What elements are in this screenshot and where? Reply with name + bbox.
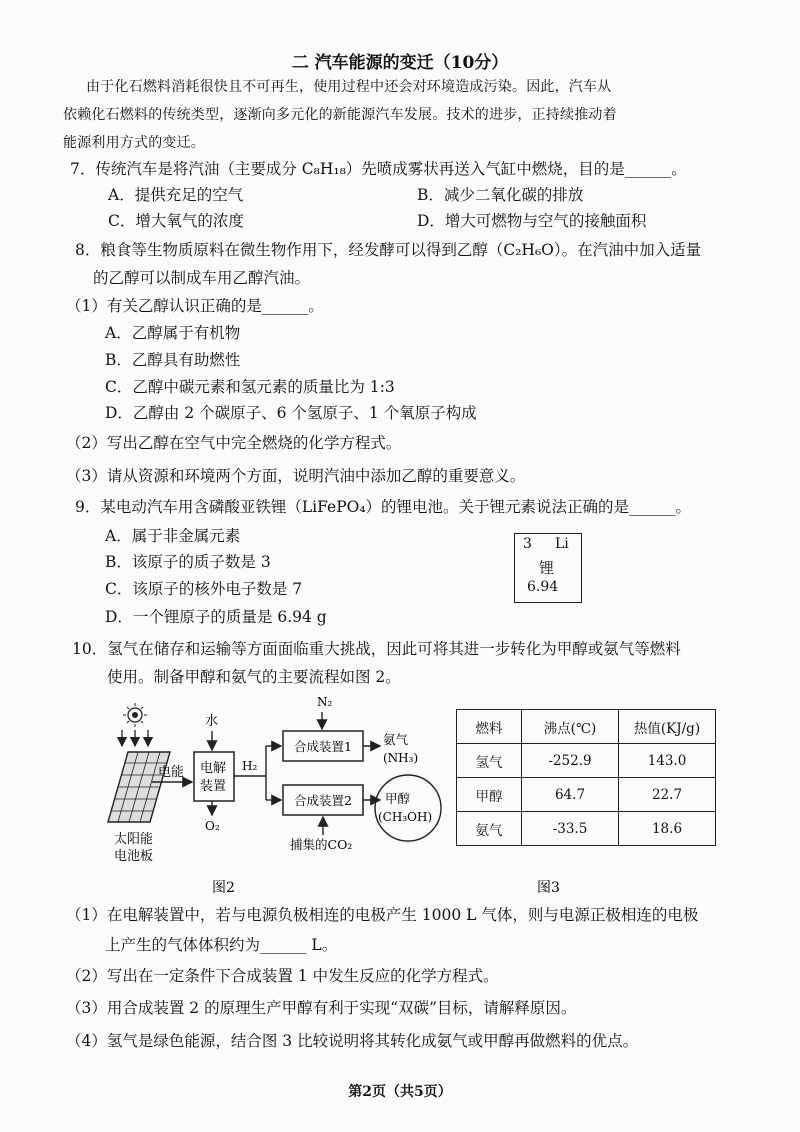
q7-option-b: B．减少二氧化碳的排放	[417, 186, 584, 204]
solar-panel-label-2: 电池板	[114, 849, 154, 864]
intro-line-1: 由于化石燃料消耗很快且不可再生，使用过程中还会对环境造成污染。因此，汽车从	[86, 79, 612, 95]
electrolyzer-label-2: 装置	[200, 779, 227, 794]
table-row	[457, 744, 716, 778]
table-cell: -33.5	[522, 812, 619, 846]
table-row	[457, 812, 716, 846]
q8-p1-option-a: A．乙醇属于有机物	[105, 324, 241, 342]
figure-3-caption: 图3	[537, 880, 560, 896]
table-cell: 143.0	[619, 744, 716, 778]
q9-option-c: C．该原子的核外电子数是 7	[105, 580, 303, 598]
water-label: 水	[205, 714, 219, 729]
q7-option-c: C．增大氧气的浓度	[108, 212, 244, 230]
q8-stem-line-2: 的乙醇可以制成车用乙醇汽油。	[93, 269, 311, 287]
q10-part-2: （2）写出在一定条件下合成装置 1 中发生反应的化学方程式。	[66, 967, 499, 985]
ammonia-label-1: 氨气	[383, 732, 409, 747]
electrolyzer-label-1: 电解	[200, 761, 227, 776]
co2-label: 捕集的CO₂	[290, 837, 353, 852]
q9-option-b: B．该原子的质子数是 3	[105, 553, 271, 571]
q10-part-3: （3）用合成装置 2 的原理生产甲醇有利于实现“双碳”目标，请解释原因。	[66, 999, 577, 1017]
table-cell: 18.6	[619, 812, 716, 846]
oxygen-label: O₂	[205, 819, 220, 833]
q8-part-2: （2）写出乙醇在空气中完全燃烧的化学方程式。	[66, 434, 402, 452]
fuel-properties-table	[456, 709, 716, 846]
solar-panel	[108, 752, 170, 822]
q8-p1-option-c: C．乙醇中碳元素和氢元素的质量比为 1:3	[105, 378, 395, 396]
table-header-cell: 燃料	[457, 710, 522, 744]
q10-part-1-line-1: （1）在电解装置中，若与电源负极相连的电极产生 1000 L 气体，则与电源正极相连的电极	[66, 906, 699, 924]
power-label: 电能	[158, 765, 185, 780]
q10-part-4: （4）氢气是绿色能源，结合图 3 比较说明将其转化成氨气或甲醇再做燃料的优点。	[66, 1032, 639, 1050]
table-header-cell: 热值(KJ/g)	[619, 710, 716, 744]
element-name: 锂	[539, 559, 555, 577]
table-cell: 22.7	[619, 778, 716, 812]
table-row	[457, 778, 716, 812]
table-cell: 64.7	[522, 778, 619, 812]
element-mass: 6.94	[527, 579, 559, 595]
q9-stem: 9．某电动汽车用含磷酸亚铁锂（LiFePO₄）的锂电池。关于锂元素说法正确的是______。	[75, 498, 692, 516]
q9-option-d: D．一个锂原子的质量是 6.94 g	[105, 608, 327, 626]
hydrogen-label: H₂	[242, 759, 258, 773]
q8-stem-line-1: 8．粮食等生物质原料在微生物作用下，经发酵可以得到乙醇（C₂H₆O）。在汽油中加入适量	[75, 241, 702, 259]
table-header-cell: 沸点(℃)	[522, 710, 619, 744]
nitrogen-label: N₂	[317, 695, 333, 709]
methanol-label-2: (CH₃OH)	[378, 810, 433, 824]
q8-part-1: （1）有关乙醇认识正确的是______。	[66, 297, 324, 315]
sunlight-arrows	[122, 730, 148, 746]
synth2-label: 合成装置2	[294, 793, 352, 808]
q10-stem-line-2: 使用。制备甲醇和氨气的主要流程如图 2。	[107, 668, 401, 686]
methanol-label-1: 甲醇	[385, 791, 411, 806]
section-title: 二 汽车能源的变迁（10分）	[291, 53, 509, 73]
table-cell: 氢气	[457, 744, 522, 778]
synth1-label: 合成装置1	[294, 739, 352, 754]
table-cell: -252.9	[522, 744, 619, 778]
q8-p1-option-b: B．乙醇具有助燃性	[105, 351, 241, 369]
q7-option-d: D．增大可燃物与空气的接触面积	[417, 212, 647, 230]
element-atomic-number: 3	[523, 536, 532, 552]
table-cell: 氨气	[457, 812, 522, 846]
solar-panel-label-1: 太阳能	[114, 832, 154, 847]
q10-part-1-line-2: 上产生的气体体积约为______ L。	[105, 936, 338, 954]
intro-line-2: 依赖化石燃料的传统类型，逐渐向多元化的新能源汽车发展。技术的进步，正持续推动着	[63, 107, 617, 123]
q8-part-3: （3）请从资源和环境两个方面，说明汽油中添加乙醇的重要意义。	[66, 467, 526, 485]
intro-line-3: 能源利用方式的变迁。	[63, 135, 205, 151]
q10-stem-line-1: 10．氢气在储存和运输等方面面临重大挑战，因此可将其进一步转化为甲醇或氨气等燃料	[72, 640, 681, 658]
table-cell: 甲醇	[457, 778, 522, 812]
q7-option-a: A．提供充足的空气	[108, 186, 244, 204]
ammonia-label-2: (NH₃)	[383, 751, 419, 765]
methanol-circle	[375, 775, 441, 841]
page-footer: 第2页（共5页）	[348, 1084, 452, 1100]
table-header-row	[457, 710, 716, 744]
q7-stem: 7．传统汽车是将汽油（主要成分 C₈H₁₈）先喷成雾状再送入气缸中燃烧，目的是______。	[70, 160, 687, 178]
q8-p1-option-d: D．乙醇由 2 个碳原子、6 个氢原子、1 个氧原子构成	[105, 404, 477, 422]
q9-option-a: A．属于非金属元素	[105, 527, 241, 545]
element-symbol: Li	[555, 536, 569, 552]
sun-icon	[123, 703, 147, 727]
figure-2-caption: 图2	[212, 880, 235, 896]
